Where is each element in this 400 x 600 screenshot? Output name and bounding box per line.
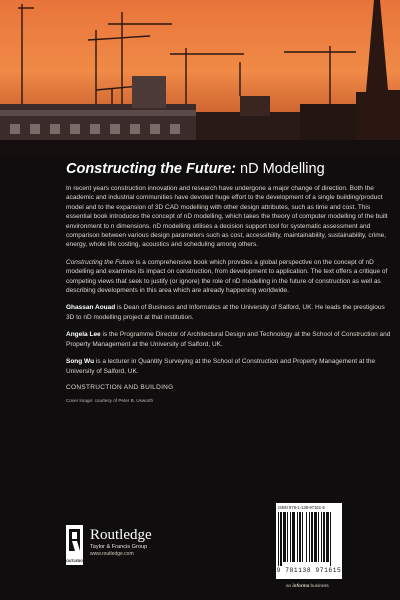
book-title <box>66 160 391 178</box>
barcode-bar <box>280 512 282 566</box>
barcode-bar <box>309 512 310 562</box>
isbn-label: ISBN 978-1-138-97161-5 <box>278 505 325 510</box>
barcode-bar <box>302 512 303 562</box>
description-paragraph-1: In recent years construction innovation and research have undergone a major change of direction. Both the academic and industrial communities have devoted huge effort to the development of a single building/product model and to the expansion of 3D CAD modelling with other design attributes, such as time and cost. This essential book introduces the concept of nD modelling, which takes the theory of computer modelling of the built environment to n dimensions. nD modelling utilises a decision support tool for systematic assessment and comparison between various design parameters such as cost, accessibility, maintainability, sustainability, crime, energy, whole life costing, acoustics and scheduling among others. <box>66 185 388 249</box>
author-name-3: Song Wu <box>66 358 95 366</box>
author-bio-text-2: is the Programme Director of Architectural Design and Technology at the School of Construction and Property Management at the University of Salford, UK. <box>66 331 391 348</box>
barcode-bars <box>278 512 340 566</box>
description-paragraph-2 <box>66 258 391 296</box>
informa-suffix: business <box>310 583 329 588</box>
informa-business-label <box>286 583 329 588</box>
author-bio-1 <box>66 303 391 322</box>
cover-image-credit: Cover image: courtesy of Peter B. Usworth <box>66 397 154 403</box>
logo-spine-text: ROUTLEDGE <box>63 559 86 563</box>
publisher-group: Taylor & Francis Group <box>90 544 148 550</box>
barcode-bar <box>323 512 325 562</box>
barcode-bar <box>297 512 298 562</box>
publisher-url: www.routledge.com <box>90 551 134 557</box>
barcode-bar <box>292 512 295 562</box>
back-cover-text <box>66 160 391 409</box>
barcode-bar <box>287 512 288 562</box>
barcode-bar <box>326 512 329 562</box>
publisher-name: Routledge <box>90 527 152 543</box>
isbn-barcode <box>276 503 342 579</box>
barcode-bar <box>278 512 279 566</box>
author-bio-text-3: is a lecturer in Quantity Surveying at the School of Construction and Property Management at the University of Salford, UK. <box>66 358 376 375</box>
barcode-bar <box>290 512 291 562</box>
barcode-bar <box>330 512 331 566</box>
barcode-bar <box>314 512 317 562</box>
author-bio-text-1: is Dean of Business and Informatics at the University of Salford, UK. He leads the prestigious 3D to nD modelling project at that institution. <box>66 304 385 321</box>
publisher-text <box>90 527 210 558</box>
barcode-bar <box>318 512 319 562</box>
skyline-illustration <box>0 0 400 158</box>
book-title-italic: Constructing the Future <box>66 258 134 266</box>
barcode-bar <box>306 512 307 562</box>
author-name-2: Angela Lee <box>66 331 101 339</box>
author-name-1: Ghassan Aouad <box>66 304 116 312</box>
informa-prefix: an <box>286 583 292 588</box>
cover-photo <box>0 0 400 158</box>
routledge-r-icon <box>63 525 86 565</box>
description-paragraph-2-text: is a comprehensive book which provides a global perspective on the concept of nD modelling and examines its impact on construction, from development to application. The text offers a critique of competing views that seek to justify (or ignore) the role of nD modelling in the future of construction as well as describing developments in this area which are already happening worldwide. <box>66 258 388 295</box>
author-bio-2 <box>66 330 391 349</box>
title-main: Constructing the Future: <box>66 161 236 177</box>
barcode-bar <box>299 512 301 562</box>
subject-category: CONSTRUCTION AND BUILDING <box>66 383 174 391</box>
informa-brand: informa <box>292 583 310 588</box>
title-subtitle: nD Modelling <box>240 161 325 177</box>
barcode-bar <box>283 512 286 562</box>
barcode-bar <box>321 512 322 562</box>
barcode-bar <box>311 512 313 562</box>
barcode-number: 9 781138 971615 <box>276 567 342 574</box>
author-bio-3 <box>66 357 391 376</box>
